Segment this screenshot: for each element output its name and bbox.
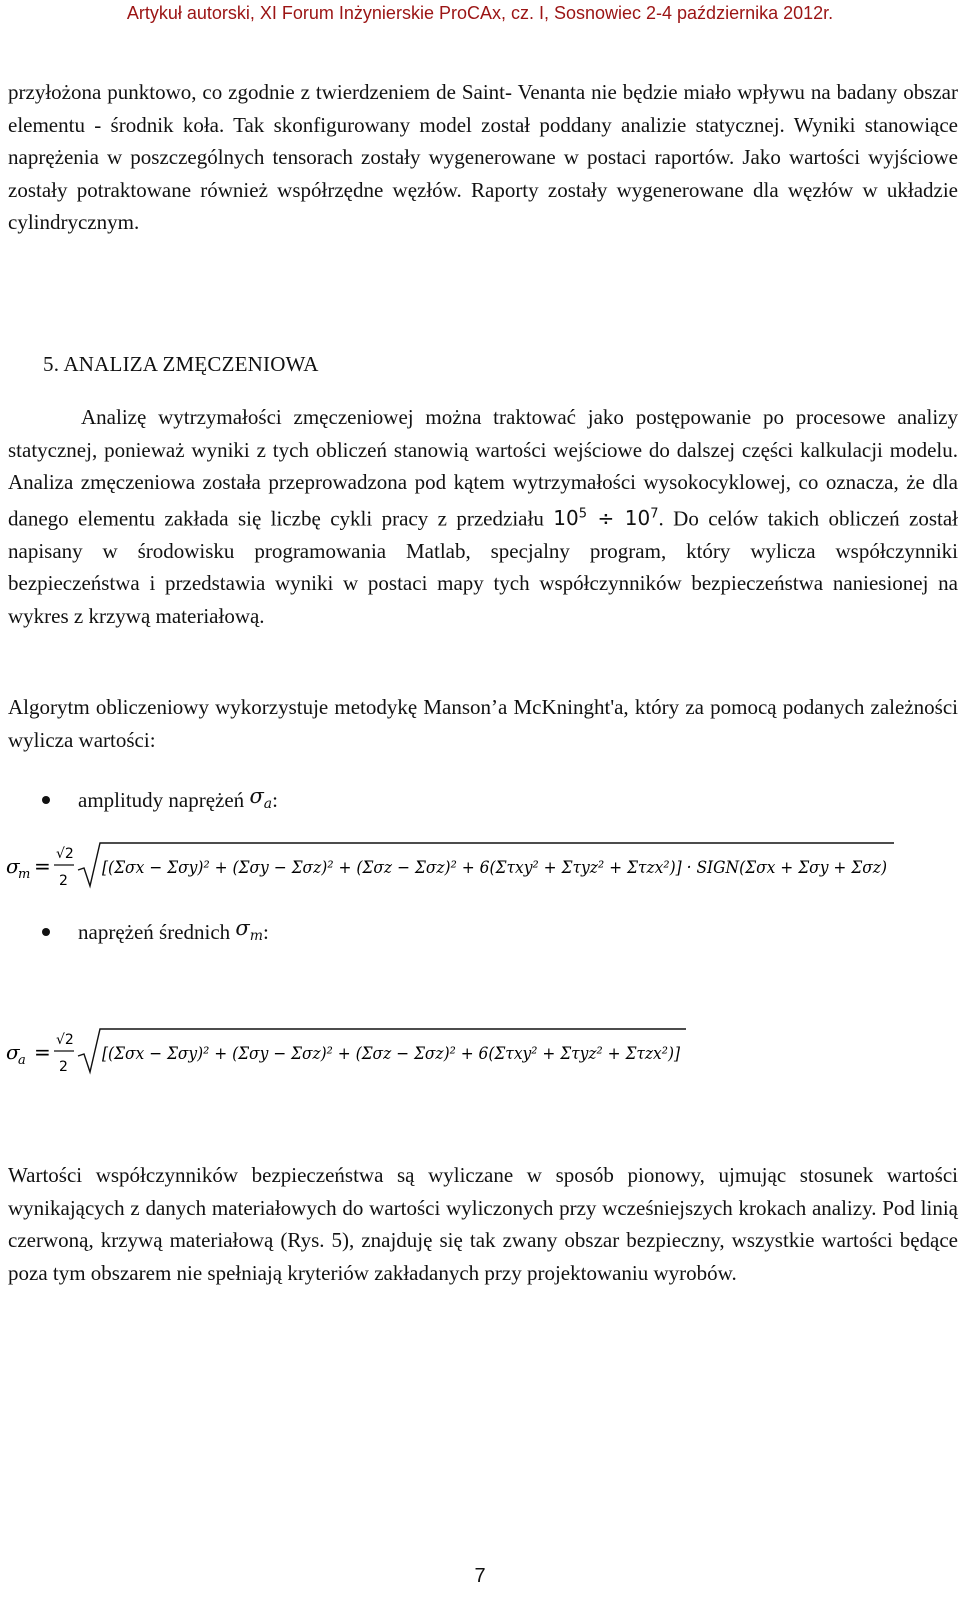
bullet-mean-stress: naprężeń średnich $\sigma_m$ : bbox=[42, 913, 269, 951]
svg-text:=: = bbox=[34, 1040, 51, 1064]
svg-text:=: = bbox=[34, 854, 51, 878]
formula-1-body: [(Σσx − Σσy)² + (Σσy − Σσz)² + (Σσz − Σσz)² + 6(Στxy² + Στyz² + Στzx²)] · SIGN(Σσx + Σσy + Σσz) bbox=[102, 858, 887, 878]
paragraph-fatigue-part-2: . Do celów takich obliczeń został napisany w środowisku programowania Matlab, specjalny program, który wylicza współczynniki bezpieczeństwa i przedstawia wyniki w postaci mapy tych współczynników bezpieczeństwa naniesionej na wykres z krzywą materiałową. bbox=[8, 506, 959, 628]
formula-1-lhs-symbol: σ bbox=[6, 854, 20, 878]
svg-text:2: 2 bbox=[59, 1059, 68, 1075]
paragraph-safety-factors: Wartości współczynników bezpieczeństwa są wyliczane w sposób pionowy, ujmując stosunek wartości wynikających z danych materiałowych do wartości wyliczonych przy wcześniejszych krokach analizy. Pod linią czerwoną, krzywą materiałową (Rys. 5), znajduję się tak zwany obszar bezpieczny, wszystkie wartości będące poza tym obszarem nie spełniają kryteriów zakładanych przy projektowaniu wyrobów. bbox=[8, 1163, 958, 1285]
formula-1-lhs-subscript: m bbox=[18, 867, 31, 882]
svg-text:2: 2 bbox=[59, 873, 68, 889]
paragraph-algorithm: Algorytm obliczeniowy wykorzystuje metodykę Manson’a McKninght'a, który za pomocą podanych zależności wylicza wartości: bbox=[8, 695, 958, 752]
formula-sigma-m bbox=[4, 836, 904, 892]
formula-2-body: [(Σσx − Σσy)² + (Σσy − Σσz)² + (Σσz − Σσz)² + 6(Στxy² + Στyz² + Στzx²)] bbox=[102, 1044, 681, 1064]
formula-sigma-a bbox=[4, 1022, 694, 1078]
svg-text:√2: √2 bbox=[56, 846, 74, 862]
sigma-m-symbol: $\sigma_m$ bbox=[235, 916, 264, 945]
bullet-dot-icon bbox=[42, 928, 50, 936]
section-heading: 5. ANALIZA ZMĘCZENIOWA bbox=[43, 352, 319, 376]
bullet-dot-icon bbox=[42, 796, 50, 804]
paragraph-fatigue-analysis bbox=[8, 401, 958, 632]
formula-2-lhs-symbol: σ bbox=[6, 1040, 20, 1064]
paragraph-intro: przyłożona punktowo, co zgodnie z twierdzeniem de Saint- Venanta nie będzie miało wpływu na badany obszar elementu - środnik koła. Tak skonfigurowany model został poddany analizie statycznej. Wyniki stanowiące naprężenia w poszczególnych tensorach zostały wygenerowane w postaci raportów. Jako wartości wyjściowe zostały potraktowane również współrzędne węzłów. Raporty zostały wygenerowane dla węzłów w układzie cylindrycznym. bbox=[8, 80, 958, 234]
running-header: Artykuł autorski, XI Forum Inżynierskie ProCAx, cz. I, Sosnowiec 2-4 października 2012r. bbox=[126, 3, 834, 23]
cycle-range-math: $10^5 \div 10^7$ bbox=[553, 506, 659, 531]
sigma-a-symbol: $\sigma_a$ bbox=[249, 784, 273, 813]
paragraph-fatigue-part-1: Analizę wytrzymałości zmęczeniowej można traktować jako postępowanie po procesowe analizy statycznej, ponieważ wyniki z tych obliczeń stanowią wartości wejściowe do dalszej części kalkulacji modelu. Analiza zmęczeniowa została przeprowadzona pod kątem wytrzymałości wysokocyklowej, co oznacza, że dla danego elementu zakłada się liczbę cykli pracy z przedziału bbox=[8, 405, 958, 531]
formula-2-lhs-subscript: a bbox=[18, 1053, 26, 1068]
svg-text:√2: √2 bbox=[56, 1032, 74, 1048]
bullet-stress-amplitude: amplitudy naprężeń $\sigma_a$ : bbox=[42, 781, 278, 819]
page-number: 7 bbox=[474, 1565, 486, 1587]
